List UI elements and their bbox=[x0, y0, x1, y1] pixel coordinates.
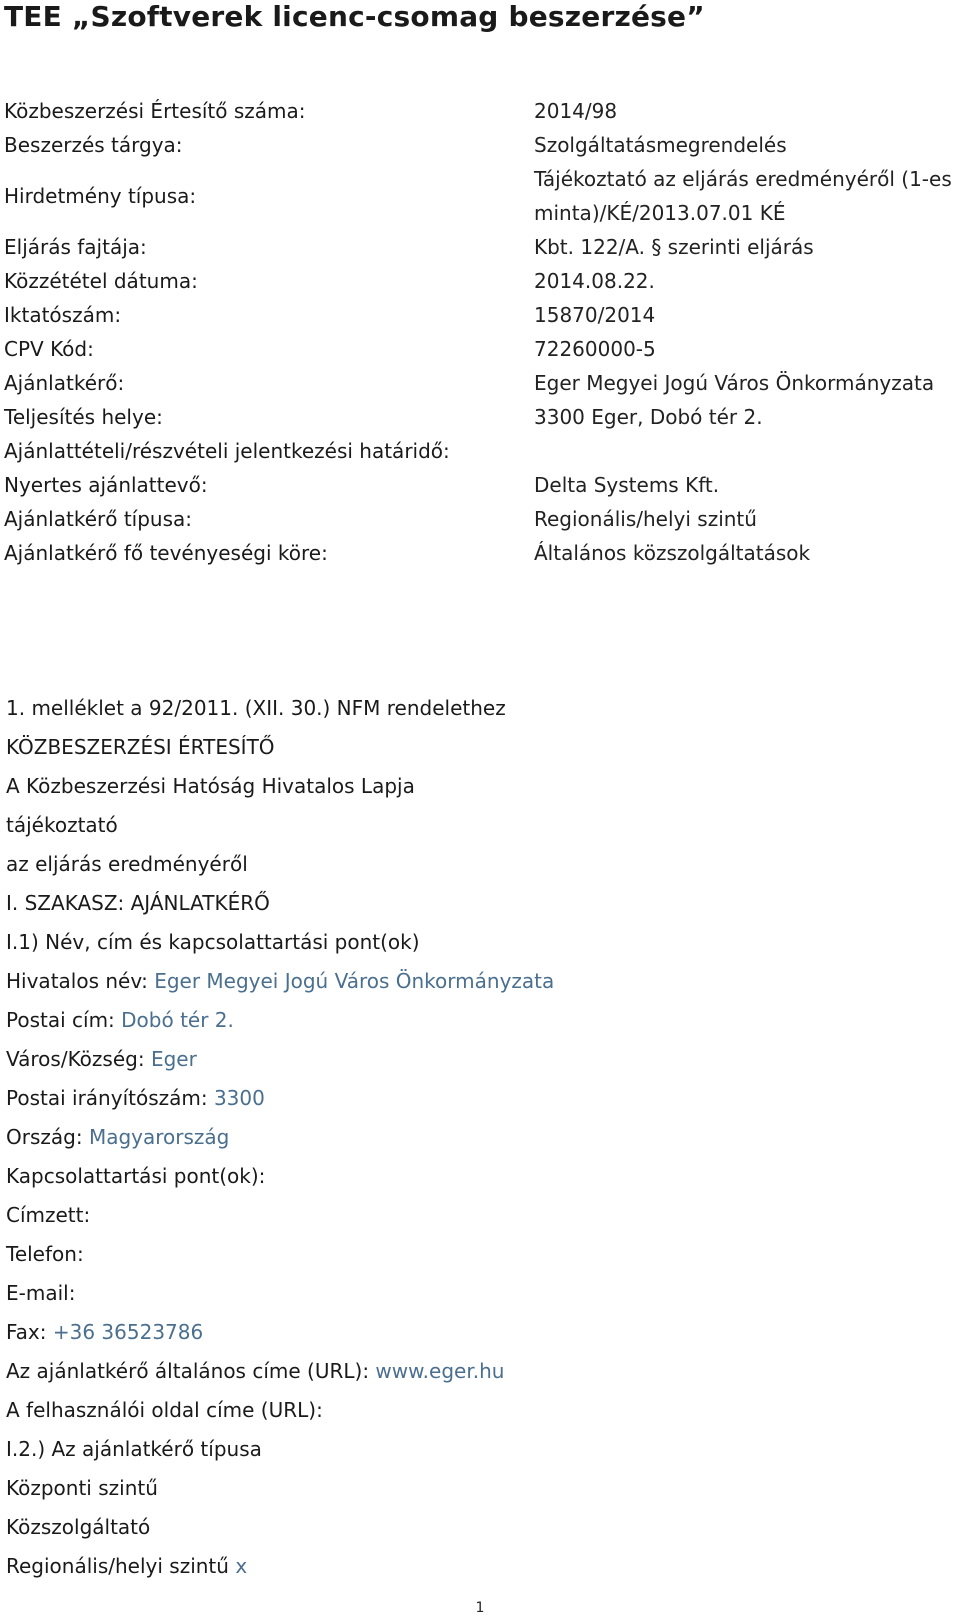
summary-label: Ajánlatkérő típusa: bbox=[4, 507, 192, 531]
announcement-line bbox=[6, 1001, 946, 1040]
page-number: 1 bbox=[475, 1600, 485, 1616]
announcement-value: Eger Megyei Jogú Város Önkormányzata bbox=[154, 969, 555, 993]
summary-value: 2014.08.22. bbox=[534, 269, 655, 293]
document-title: TEE „Szoftverek licenc-csomag beszerzése” bbox=[4, 0, 705, 33]
announcement-line bbox=[6, 1508, 946, 1547]
announcement-body bbox=[6, 689, 946, 1586]
announcement-line bbox=[6, 1352, 946, 1391]
announcement-line bbox=[6, 923, 946, 962]
summary-label: Nyertes ajánlattevő: bbox=[4, 473, 208, 497]
announcement-line bbox=[6, 884, 946, 923]
summary-value: Általános közszolgáltatások bbox=[534, 541, 811, 565]
summary-value: Regionális/helyi szintű bbox=[534, 507, 757, 531]
summary-row bbox=[4, 162, 956, 230]
announcement-label: KÖZBESZERZÉSI ÉRTESÍTŐ bbox=[6, 735, 275, 759]
announcement-line bbox=[6, 1196, 946, 1235]
summary-row bbox=[4, 230, 956, 264]
announcement-value: Eger bbox=[150, 1047, 197, 1071]
announcement-label: Az ajánlatkérő általános címe (URL): bbox=[6, 1359, 376, 1383]
announcement-label: az eljárás eredményéről bbox=[6, 852, 248, 876]
summary-label: Eljárás fajtája: bbox=[4, 235, 147, 259]
summary-label: Teljesítés helye: bbox=[4, 405, 163, 429]
announcement-label: 1. melléklet a 92/2011. (XII. 30.) NFM rendelethez bbox=[6, 696, 506, 720]
announcement-line bbox=[6, 806, 946, 845]
announcement-value: x bbox=[235, 1554, 248, 1578]
announcement-line bbox=[6, 1430, 946, 1469]
announcement-label: Központi szintű bbox=[6, 1476, 158, 1500]
announcement-value: Dobó tér 2. bbox=[121, 1008, 234, 1032]
summary-value bbox=[534, 434, 956, 468]
summary-label: Beszerzés tárgya: bbox=[4, 133, 183, 157]
summary-label: Ajánlatkérő fő tevényeségi köre: bbox=[4, 541, 328, 565]
summary-row bbox=[4, 264, 956, 298]
announcement-label: Postai cím: bbox=[6, 1008, 122, 1032]
announcement-line bbox=[6, 1235, 946, 1274]
announcement-value: +36 36523786 bbox=[52, 1320, 204, 1344]
summary-row bbox=[4, 366, 956, 400]
announcement-label: A felhasználói oldal címe (URL): bbox=[6, 1398, 323, 1422]
announcement-line bbox=[6, 689, 946, 728]
announcement-label: E-mail: bbox=[6, 1281, 76, 1305]
announcement-line bbox=[6, 1313, 946, 1352]
announcement-label: Hivatalos név: bbox=[6, 969, 155, 993]
summary-row bbox=[4, 468, 956, 502]
summary-row bbox=[4, 536, 956, 570]
summary-label: Ajánlatkérő: bbox=[4, 371, 125, 395]
announcement-line bbox=[6, 1469, 946, 1508]
announcement-label: I.1) Név, cím és kapcsolattartási pont(ok) bbox=[6, 930, 420, 954]
announcement-line bbox=[6, 1547, 946, 1586]
summary-value: Eger Megyei Jogú Város Önkormányzata bbox=[534, 371, 935, 395]
procurement-summary-table bbox=[4, 94, 956, 570]
summary-row bbox=[4, 400, 956, 434]
summary-value: Tájékoztató az eljárás eredményéről (1-es minta)/KÉ/2013.07.01 KÉ bbox=[534, 167, 952, 225]
summary-value: Delta Systems Kft. bbox=[534, 473, 720, 497]
announcement-label: I. SZAKASZ: AJÁNLATKÉRŐ bbox=[6, 891, 270, 915]
summary-label: Ajánlattételi/részvételi jelentkezési határidő: bbox=[4, 439, 450, 463]
announcement-line bbox=[6, 962, 946, 1001]
summary-value: Kbt. 122/A. § szerinti eljárás bbox=[534, 235, 814, 259]
announcement-label: Kapcsolattartási pont(ok): bbox=[6, 1164, 266, 1188]
summary-label: Közzététel dátuma: bbox=[4, 269, 198, 293]
announcement-label: Regionális/helyi szintű bbox=[6, 1554, 236, 1578]
summary-row bbox=[4, 298, 956, 332]
announcement-label: Telefon: bbox=[6, 1242, 84, 1266]
summary-value: 72260000-5 bbox=[534, 337, 656, 361]
announcement-line bbox=[6, 1079, 946, 1118]
announcement-label: Postai irányítószám: bbox=[6, 1086, 214, 1110]
summary-label: Iktatószám: bbox=[4, 303, 122, 327]
announcement-line bbox=[6, 1274, 946, 1313]
summary-label: Közbeszerzési Értesítő száma: bbox=[4, 99, 306, 123]
summary-label: Hirdetmény típusa: bbox=[4, 184, 197, 208]
announcement-value: Magyarország bbox=[88, 1125, 230, 1149]
announcement-label: I.2.) Az ajánlatkérő típusa bbox=[6, 1437, 262, 1461]
announcement-label: Ország: bbox=[6, 1125, 89, 1149]
announcement-line bbox=[6, 728, 946, 767]
announcement-value: www.eger.hu bbox=[375, 1359, 505, 1383]
announcement-line bbox=[6, 845, 946, 884]
announcement-label: Fax: bbox=[6, 1320, 53, 1344]
summary-row bbox=[4, 94, 956, 128]
announcement-label: Város/Község: bbox=[6, 1047, 151, 1071]
summary-value: Szolgáltatásmegrendelés bbox=[534, 133, 787, 157]
summary-row bbox=[4, 332, 956, 366]
summary-value: 2014/98 bbox=[534, 99, 618, 123]
announcement-line bbox=[6, 1391, 946, 1430]
summary-value: 15870/2014 bbox=[534, 303, 656, 327]
announcement-line bbox=[6, 1040, 946, 1079]
announcement-label: tájékoztató bbox=[6, 813, 118, 837]
summary-row bbox=[4, 434, 956, 468]
announcement-line bbox=[6, 1118, 946, 1157]
announcement-label: Címzett: bbox=[6, 1203, 91, 1227]
announcement-value: 3300 bbox=[213, 1086, 265, 1110]
announcement-label: Közszolgáltató bbox=[6, 1515, 151, 1539]
summary-row bbox=[4, 502, 956, 536]
summary-row bbox=[4, 128, 956, 162]
announcement-line bbox=[6, 1157, 946, 1196]
summary-value: 3300 Eger, Dobó tér 2. bbox=[534, 405, 763, 429]
announcement-label: A Közbeszerzési Hatóság Hivatalos Lapja bbox=[6, 774, 415, 798]
summary-label: CPV Kód: bbox=[4, 337, 94, 361]
announcement-line bbox=[6, 767, 946, 806]
